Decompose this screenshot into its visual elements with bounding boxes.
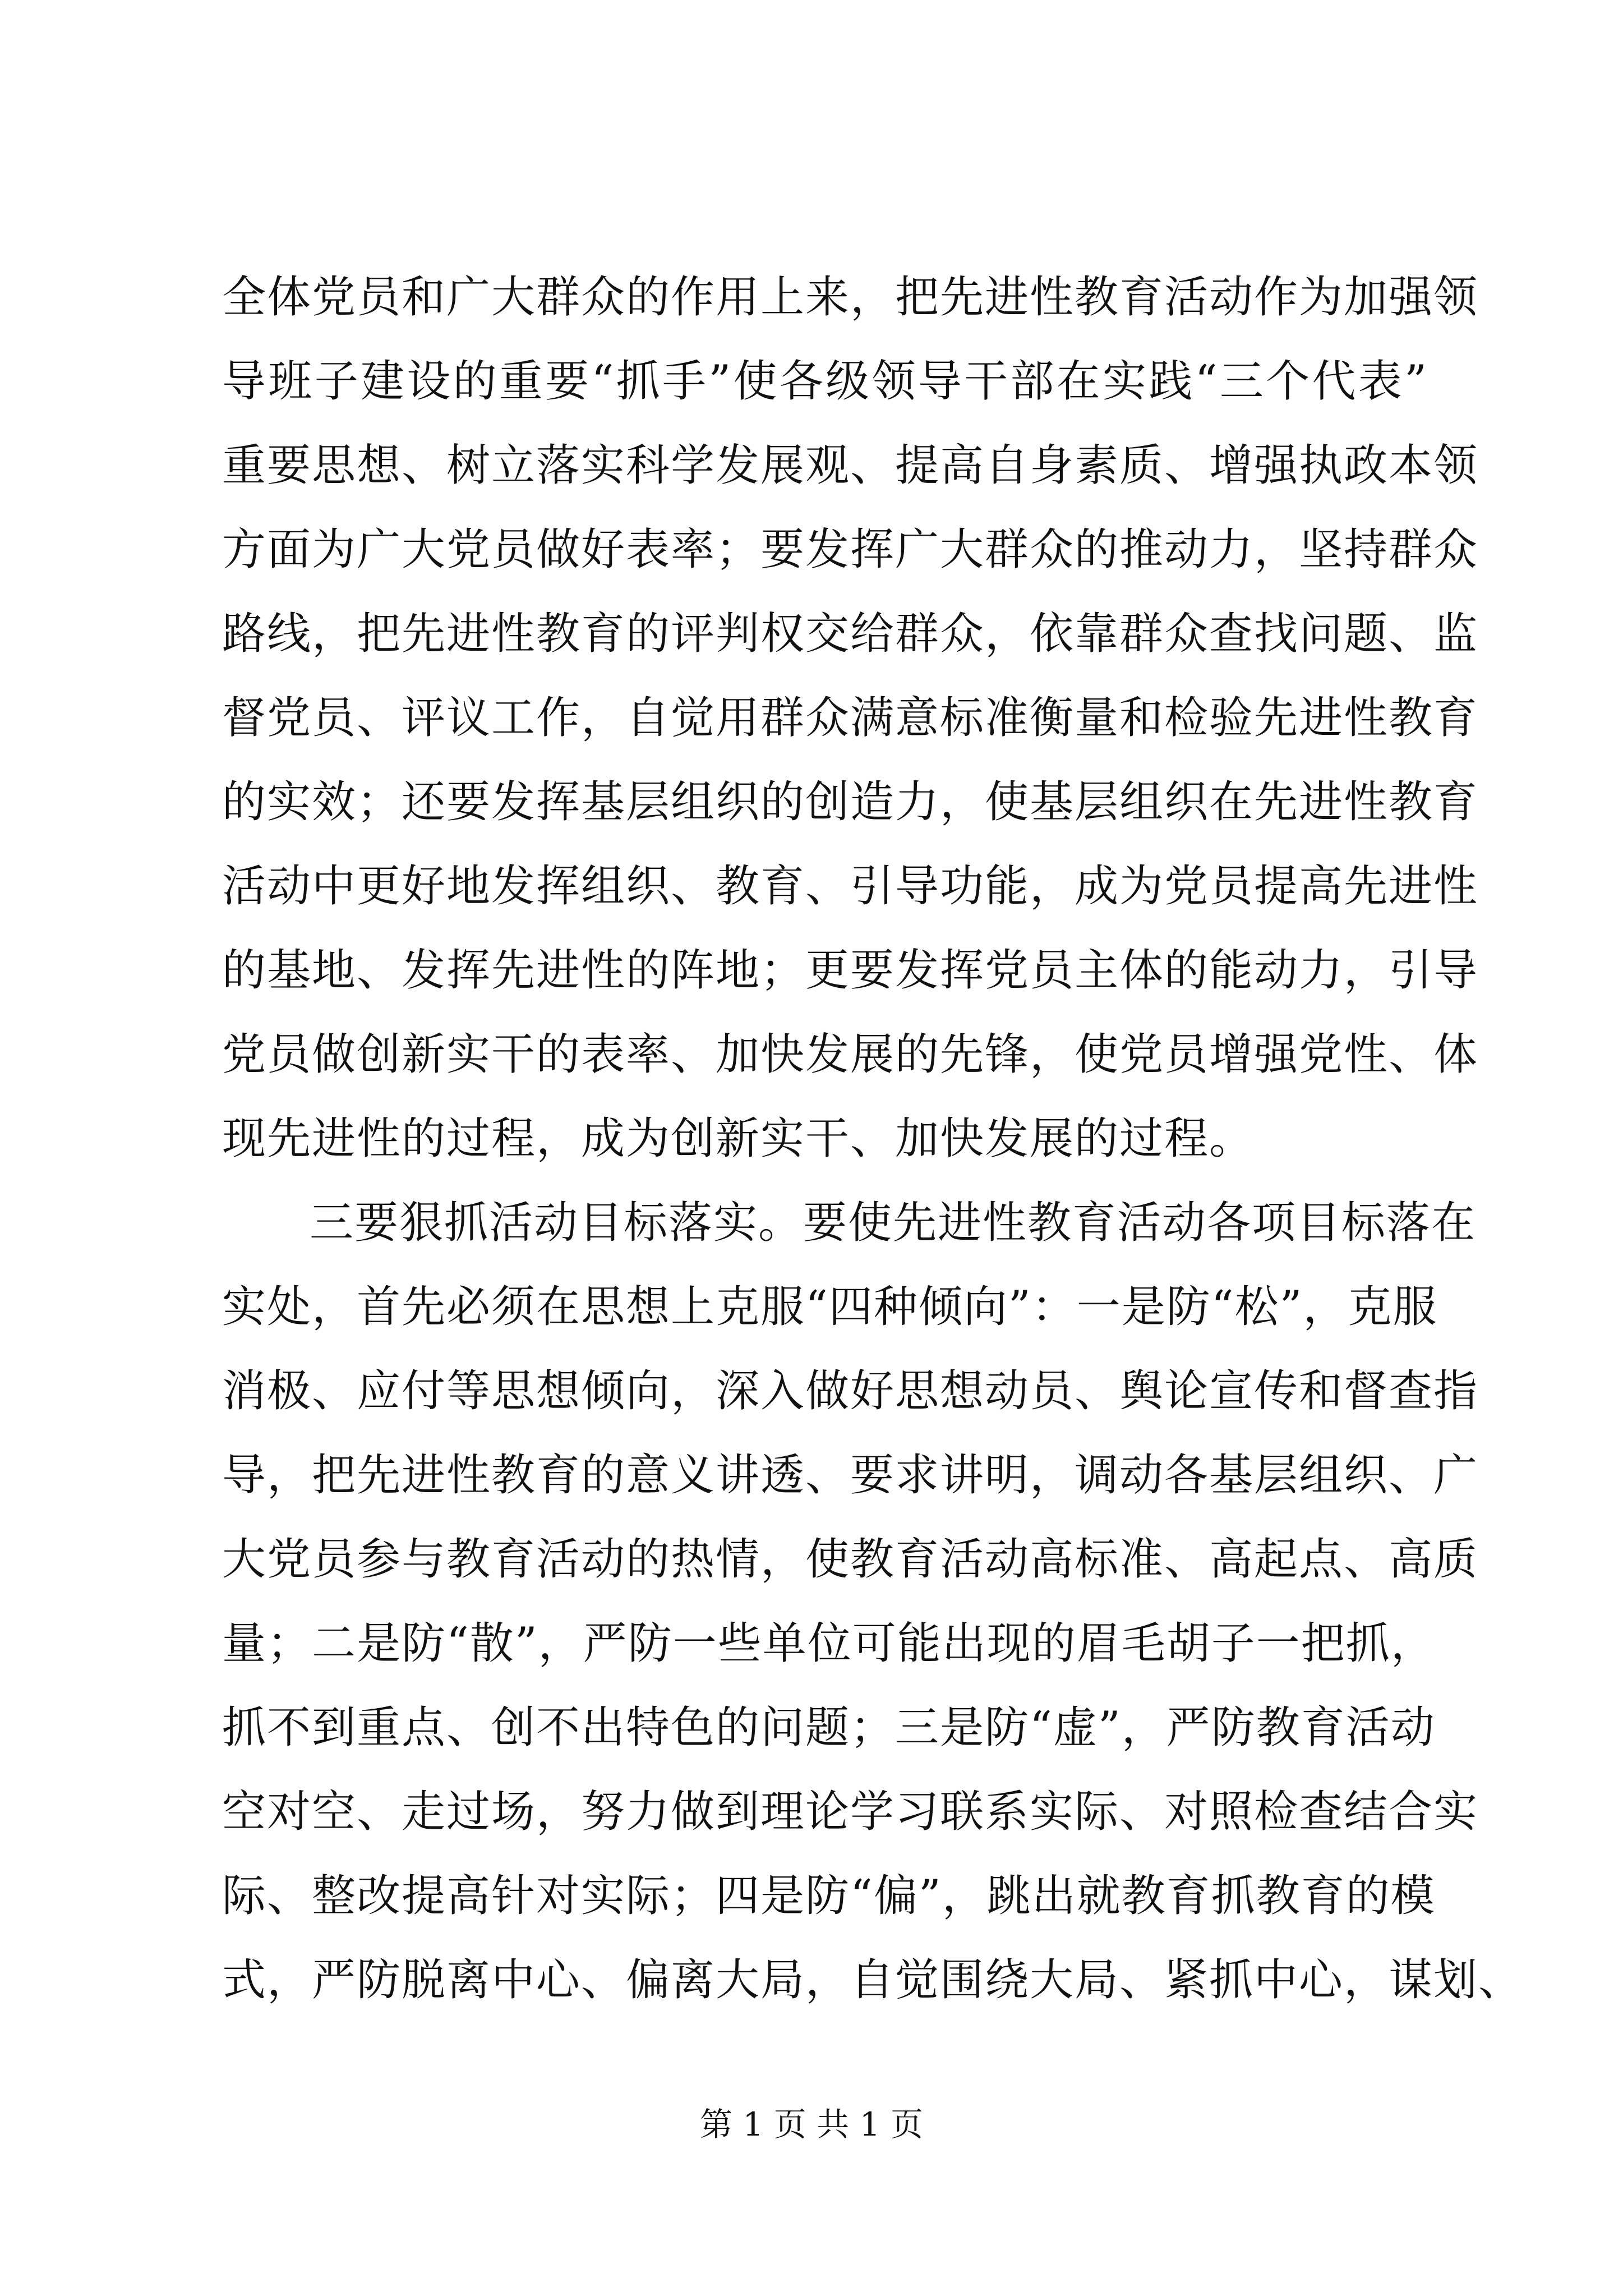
text-line: 党员做创新实干的表率、加快发展的先锋，使党员增强党性、体 <box>222 1029 1479 1080</box>
text-line: 导班子建设的重要“抓手”使各级领导干部在实践“三个代表” <box>222 356 1428 407</box>
text-line: 大党员参与教育活动的热情，使教育活动高标准、高起点、高质 <box>222 1534 1479 1585</box>
text-line: 空对空、走过场，努力做到理论学习联系实际、对照检查结合实 <box>222 1787 1479 1837</box>
text-line: 方面为广大党员做好表率；要发挥广大群众的推动力，坚持群众 <box>222 524 1479 575</box>
text-line: 消极、应付等思想倾向，深入做好思想动员、舆论宣传和督查指 <box>222 1366 1479 1416</box>
text-line: 实处，首先必须在思想上克服“四种倾向”：一是防“松”，克服 <box>222 1282 1438 1332</box>
text-line: 抓不到重点、创不出特色的问题；三是防“虚”，严防教育活动 <box>222 1703 1436 1753</box>
text-line: 督党员、评议工作，自觉用群众满意标准衡量和检验先进性教育 <box>222 693 1479 743</box>
text-line: 的基地、发挥先进性的阵地；更要发挥党员主体的能动力，引导 <box>222 945 1479 996</box>
body-text <box>222 255 1524 2022</box>
text-line: 重要思想、树立落实科学发展观、提高自身素质、增强执政本领 <box>222 440 1479 491</box>
text-line: 量；二是防“散”，严防一些单位可能出现的眉毛胡子一把抓， <box>222 1618 1436 1669</box>
text-line: 导，把先进性教育的意义讲透、要求讲明，调动各基层组织、广 <box>222 1450 1479 1501</box>
text-line: 全体党员和广大群众的作用上来，把先进性教育活动作为加强领 <box>222 272 1479 323</box>
text-line: 路线，把先进性教育的评判权交给群众，依靠群众查找问题、监 <box>222 609 1479 659</box>
text-line: 际、整改提高针对实际；四是防“偏”，跳出就教育抓教育的模 <box>222 1871 1436 1921</box>
text-line: 现先进性的过程，成为创新实干、加快发展的过程。 <box>222 1114 1255 1164</box>
text-line: 式，严防脱离中心、偏离大局，自觉围绕大局、紧抓中心，谋划、 <box>222 1955 1524 2005</box>
text-line: 的实效；还要发挥基层组织的创造力，使基层组织在先进性教育 <box>222 777 1479 827</box>
paragraph-start-line: 三要狠抓活动目标落实。要使先进性教育活动各项目标落在 <box>310 1198 1477 1248</box>
text-line: 活动中更好地发挥组织、教育、引导功能，成为党员提高先进性 <box>222 861 1479 912</box>
page-footer: 第 1 页 共 1 页 <box>700 2105 923 2143</box>
